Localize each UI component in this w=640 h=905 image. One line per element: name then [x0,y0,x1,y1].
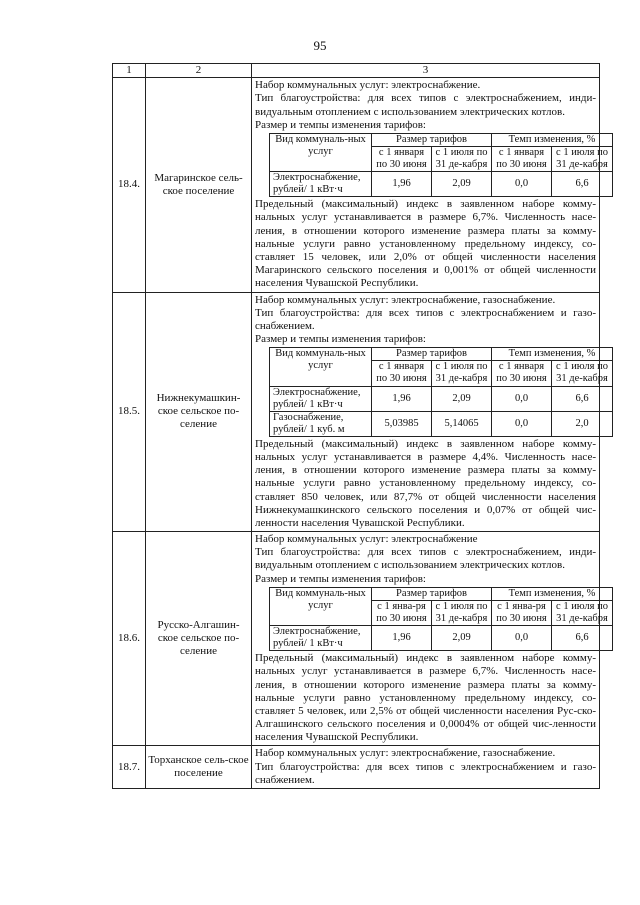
tariff-head-rate: Темп изменения, % [492,133,613,146]
service-kind: Электроснабжение, рублей/ 1 кВт·ч [270,386,372,411]
tariff-head-jul: с 1 июля по 31 де-кабря [552,147,613,172]
rate-value: 0,0 [492,172,552,197]
row-number: 18.4. [113,78,146,292]
row-number: 18.7. [113,746,146,789]
tariff-value: 1,96 [372,172,432,197]
services-set: Набор коммунальных услуг: электроснабжение [255,533,478,546]
row-number: 18.6. [113,532,146,746]
tariff-head-jul: с 1 июля по 31 де-кабря [432,361,492,386]
tariff-row [270,386,613,411]
settlement-name: Русско-Алгашин-ское сельское по-селение [146,532,252,746]
tariff-head-size: Размер тарифов [372,587,492,600]
rate-value: 0,0 [492,626,552,651]
service-kind: Электроснабжение, рублей/ 1 кВт·ч [270,626,372,651]
tariff-head-kind: Вид коммуналь-ных услуг [270,348,372,386]
settlement-name: Нижнекумашкин-ское сельское по-селение [146,292,252,532]
max-index-text: Предельный (максимальный) индекс в заявленном наборе комму-нальных услуг устанавливается в размере 6,7%. Численность насе-ления, в отношении которого изменение размера платы за комму-нальные услуги равно установленному предельному индексу, со-ставляет 5 человек, или 2,5% от общей численности населения Рус-ско-Алгашинского сельского поселения и 0,0004% от общей чис-ленности населения Чувашской Республики. [255,652,596,744]
tariff-row [270,626,613,651]
tariff-head-jan: с 1 янва-ря по 30 июня [372,600,432,625]
tariff-value: 5,14065 [432,411,492,436]
table-row [113,746,600,789]
rate-value: 2,0 [552,411,613,436]
tariff-document-table [112,63,608,789]
row-content [252,78,608,292]
tariff-row [270,411,613,436]
tariff-head-jan: с 1 января по 30 июня [492,361,552,386]
tariff-value: 1,96 [372,626,432,651]
tariff-head-jul: с 1 июля по 31 де-кабря [432,600,492,625]
tariff-row [270,172,613,197]
tariff-head-size: Размер тарифов [372,348,492,361]
improvement-type: Тип благоустройства: для всех типов с электроснабжением и газо-снабжением. [255,760,596,786]
header-col-2: 2 [146,64,252,78]
header-col-3: 3 [252,64,600,78]
tariff-value: 2,09 [432,626,492,651]
tariff-head-size: Размер тарифов [372,133,492,146]
tariff-head-rate: Темп изменения, % [492,587,613,600]
tariff-head-jan: с 1 янва-ря по 30 июня [492,600,552,625]
row-content [252,292,608,532]
tariff-head-jul: с 1 июля по 31 де-кабря [432,147,492,172]
tariff-value: 2,09 [432,386,492,411]
tariff-size-title: Размер и темпы изменения тарифов: [255,118,426,131]
tariff-head-kind: Вид коммуналь-ных услуг [270,587,372,625]
rate-value: 6,6 [552,386,613,411]
tariff-table [269,587,613,651]
rate-value: 6,6 [552,172,613,197]
table-row [113,292,600,532]
services-set: Набор коммунальных услуг: электроснабжение, газоснабжение. [255,293,556,306]
rate-value: 6,6 [552,626,613,651]
services-set: Набор коммунальных услуг: электроснабжение. [255,79,481,92]
page-number: 95 [313,38,327,53]
tariff-size-title: Размер и темпы изменения тарифов: [255,333,426,346]
tariff-head-jul: с 1 июля по 31 де-кабря [552,361,613,386]
row-number: 18.5. [113,292,146,532]
settlement-name: Торханское сель-ское поселение [146,746,252,789]
service-kind: Газоснабжение, рублей/ 1 куб. м [270,411,372,436]
header-row [113,64,600,78]
tariff-value: 1,96 [372,386,432,411]
improvement-type: Тип благоустройства: для всех типов с электроснабжением и газо-снабжением. [255,306,596,332]
improvement-type: Тип благоустройства: для всех типов с электроснабжением, инди-видуальным отоплением с использованием электрических котлов. [255,92,596,118]
rate-value: 0,0 [492,386,552,411]
header-col-1: 1 [113,64,146,78]
tariff-table [269,347,613,436]
tariff-head-jan: с 1 января по 30 июня [372,147,432,172]
table-row [113,532,600,746]
services-set: Набор коммунальных услуг: электроснабжение, газоснабжение. [255,747,556,760]
tariff-head-jul: с 1 июля по 31 де-кабря [552,600,613,625]
tariff-head-rate: Темп изменения, % [492,348,613,361]
row-content [252,746,600,789]
table-row [113,78,600,292]
tariff-size-title: Размер и темпы изменения тарифов: [255,572,426,585]
tariff-value: 5,03985 [372,411,432,436]
row-content [252,532,608,746]
max-index-text: Предельный (максимальный) индекс в заявленном наборе комму-нальных услуг устанавливается в размере 4,4%. Численность насе-ления, в отношении которого изменение размера платы за комму-нальные услуги равно установленному предельному индексу, со-ставляет 850 человек, или 87,7% от общей численности населения Нижнекумашкинского сельского поселения и 0,07% от общей чис-ленности населения Чувашской Республики. [255,437,596,529]
rate-value: 0,0 [492,411,552,436]
tariff-head-jan: с 1 января по 30 июня [372,361,432,386]
tariff-value: 2,09 [432,172,492,197]
improvement-type: Тип благоустройства: для всех типов с электроснабжением, инди-видуальным отоплением с использованием электрических котлов. [255,546,596,572]
max-index-text: Предельный (максимальный) индекс в заявленном наборе комму-нальных услуг устанавливается в размере 6,7%. Численность насе-ления, в отношении которого изменение размера платы за комму-нальные услуги равно установленному предельному индексу, со-ставляет 15 человек, или 2,0% от общей численности населения Магаринского сельского поселения и 0,001% от общей численности населения Чувашской Республики. [255,198,596,290]
settlement-name: Магаринское сель-ское поселение [146,78,252,292]
tariff-head-jan: с 1 января по 30 июня [492,147,552,172]
service-kind: Электроснабжение, рублей/ 1 кВт·ч [270,172,372,197]
tariff-head-kind: Вид коммуналь-ных услуг [270,133,372,171]
tariff-table [269,133,613,197]
